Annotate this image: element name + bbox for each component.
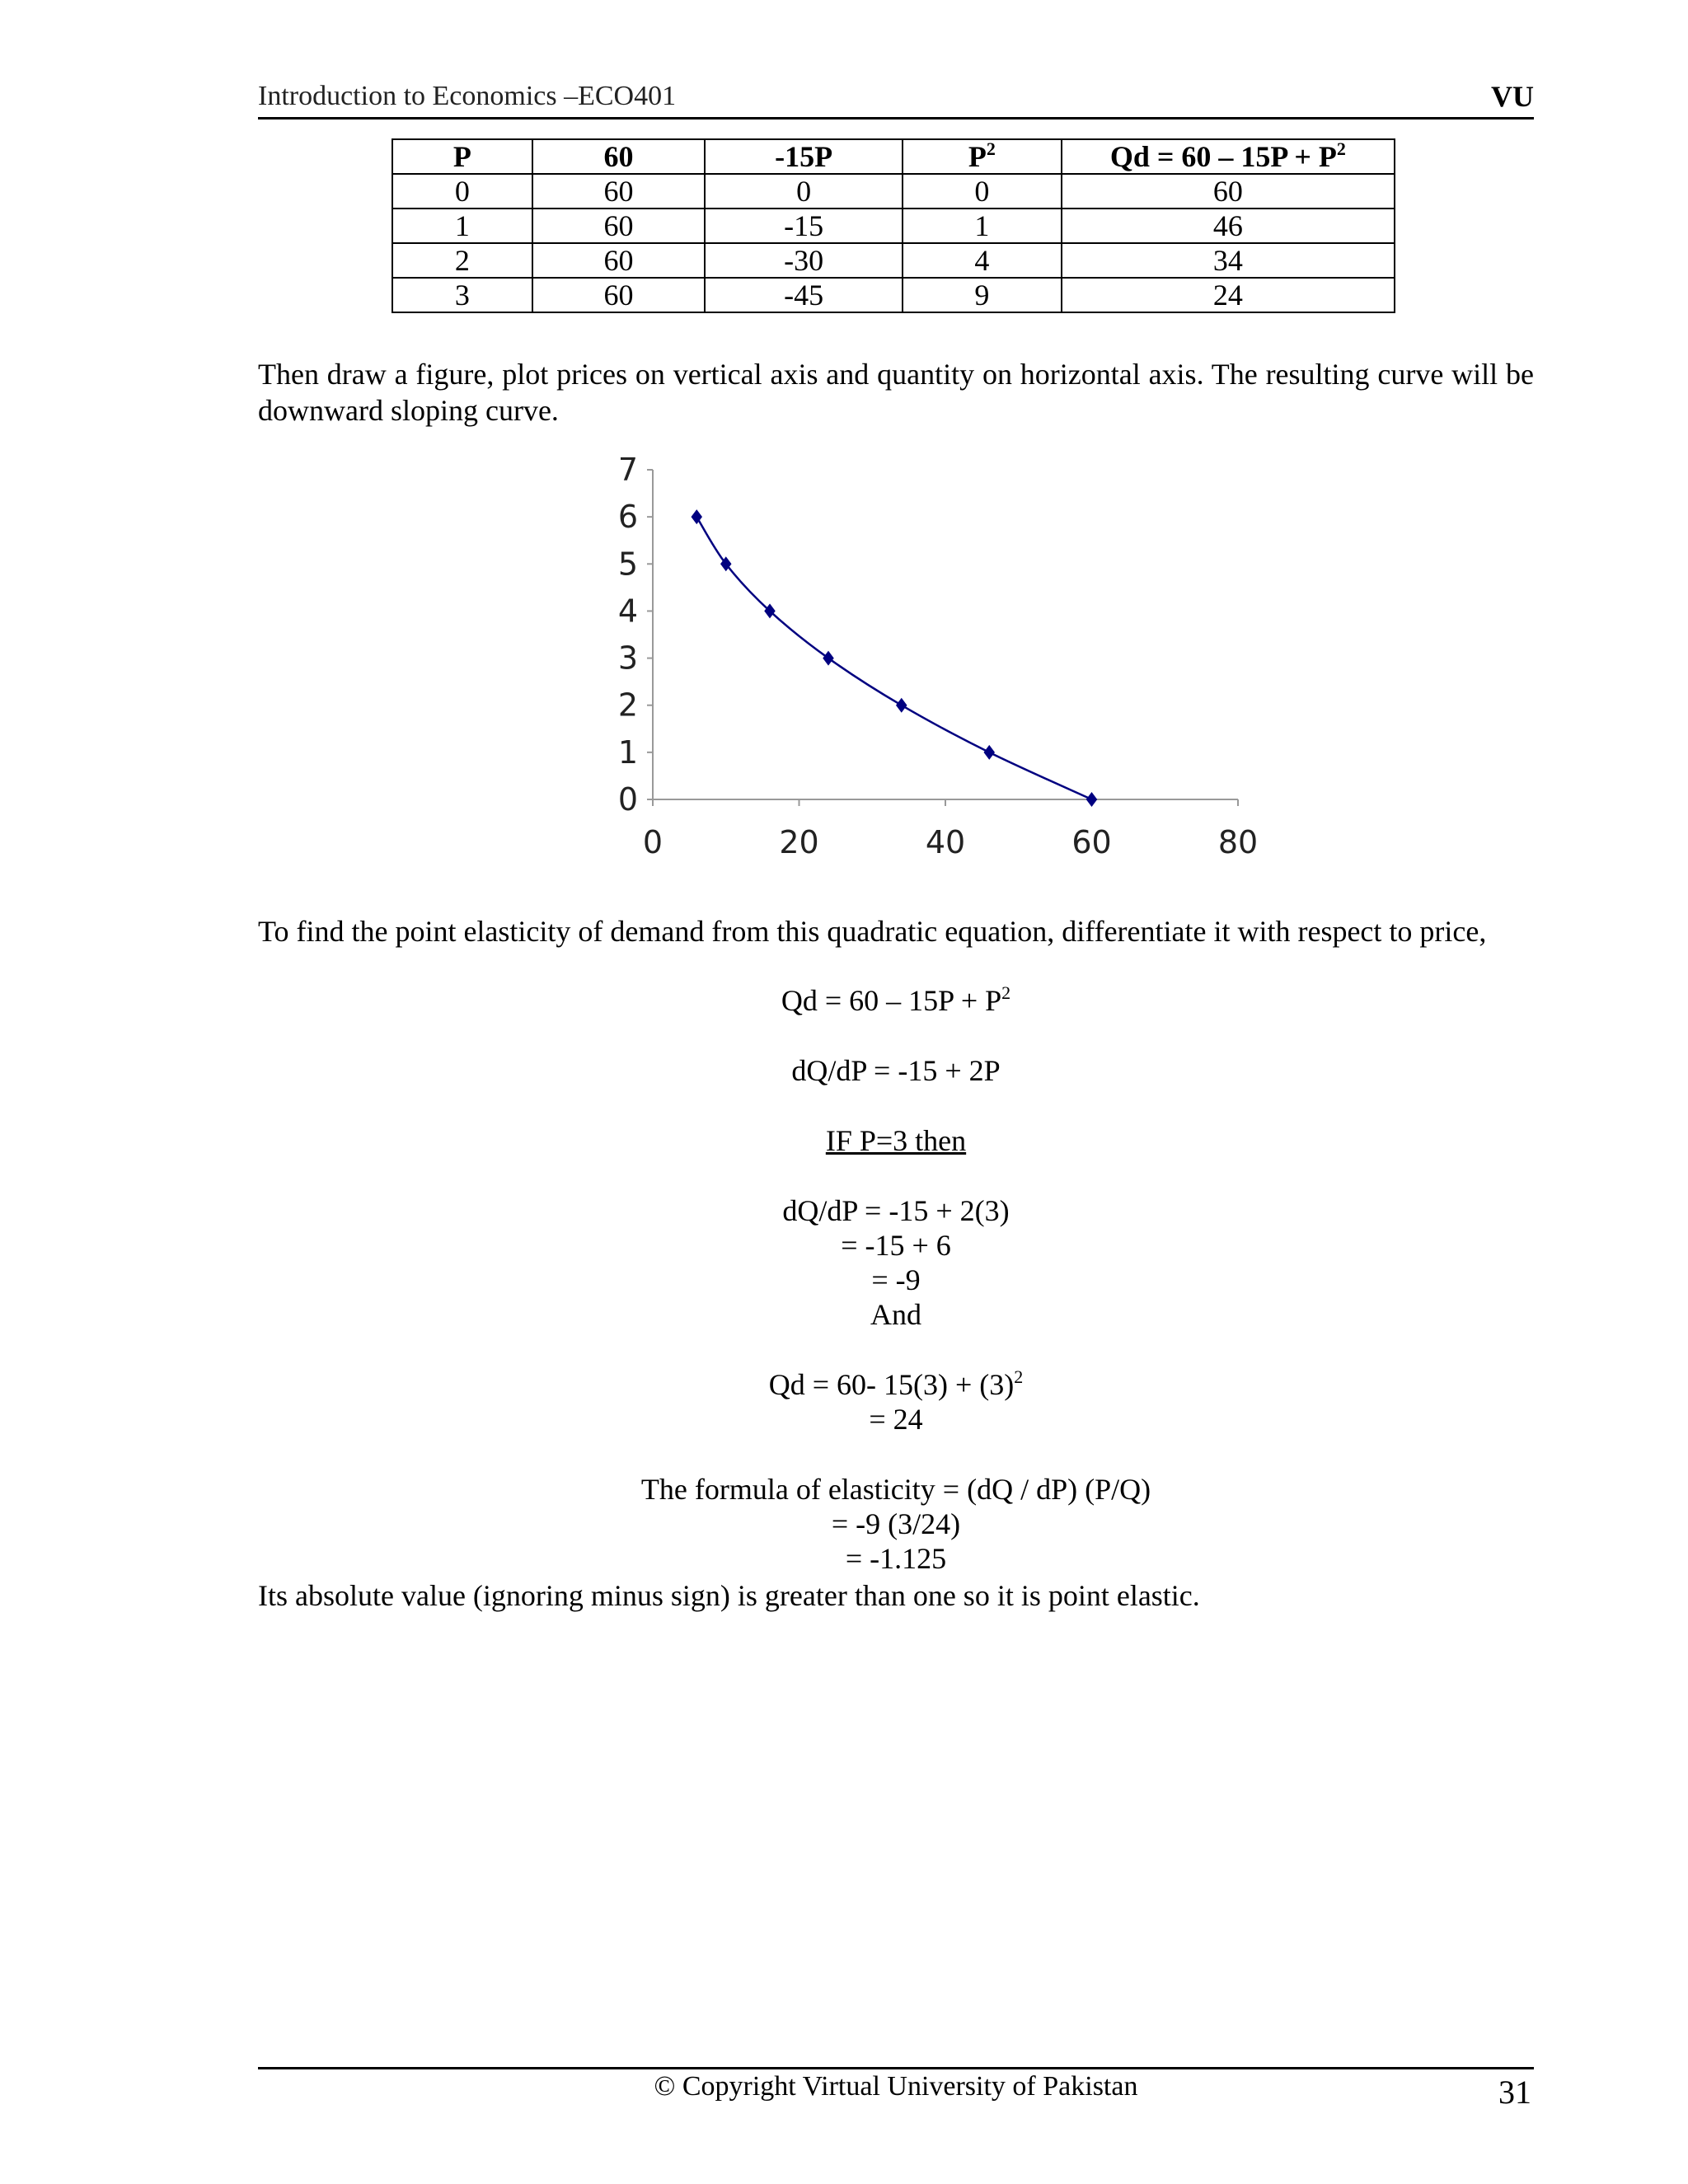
table-row (392, 209, 1395, 243)
table-cell: 1 (903, 209, 1062, 243)
table-cell: 60 (532, 209, 706, 243)
x-tick-label: 80 (1217, 824, 1259, 860)
table-cell: 60 (532, 174, 706, 209)
x-tick-label: 60 (1071, 824, 1112, 860)
elasticity-step-2: = -1.125 (845, 1542, 947, 1575)
x-tick-label: 20 (779, 824, 819, 860)
x-tick-label: 40 (925, 824, 966, 860)
derivative-step-2: = -15 + 6 (841, 1229, 951, 1262)
y-tick-label: 3 (617, 640, 638, 677)
header-cell: -15P (705, 139, 903, 174)
table-cell: 60 (532, 278, 706, 312)
derivative-step-1: dQ/dP = -15 + 2(3) (782, 1194, 1010, 1227)
copyright-notice: © Copyright Virtual University of Pakistan (654, 2071, 1138, 2102)
and-text: And (870, 1298, 921, 1331)
data-point-marker (984, 745, 996, 760)
data-point-marker (896, 698, 907, 713)
y-tick-label: 7 (617, 452, 638, 488)
y-tick-label: 4 (617, 593, 638, 630)
course-title: Introduction to Economics –ECO401 (258, 81, 677, 111)
y-axis-tick-labels (618, 452, 638, 818)
price-condition: IF P=3 then (825, 1124, 967, 1157)
y-tick-label: 0 (617, 781, 638, 818)
demand-curve-chart (593, 445, 1259, 882)
derivative-step-3: = -9 (871, 1263, 921, 1296)
chart-axes (647, 470, 1238, 806)
x-tick-label: 0 (642, 824, 663, 860)
derivative-equation: dQ/dP = -15 + 2P (791, 1054, 1001, 1087)
footer-divider (258, 2067, 1534, 2069)
quantity-step-2: = 24 (869, 1403, 923, 1436)
table-row (392, 278, 1395, 312)
y-tick-label: 6 (617, 499, 638, 536)
table-cell: 0 (903, 174, 1062, 209)
intro-paragraph: Then draw a figure, plot prices on vertical axis and quantity on horizontal axis. The resulting curve will be downward sloping curve. (258, 358, 1534, 427)
university-abbreviation: VU (1491, 80, 1534, 113)
header-cell: $Qd = 60 - 15P + P^2$ (1062, 139, 1395, 174)
y-tick-label: 5 (617, 546, 638, 583)
table-cell: 0 (705, 174, 903, 209)
table-cell: 46 (1062, 209, 1395, 243)
table-cell: 60 (532, 243, 706, 278)
conclusion-paragraph: Its absolute value (ignoring minus sign) is greater than one so it is point elastic. (258, 1579, 1200, 1612)
data-point-marker (1086, 792, 1098, 807)
table-cell: -45 (705, 278, 903, 312)
table-cell: 0 (392, 174, 532, 209)
demand-curve-line (696, 517, 1091, 799)
y-tick-label: 2 (617, 687, 638, 724)
data-point-marker (823, 651, 834, 666)
data-point-marker (764, 603, 776, 618)
elasticity-formula: The formula of elasticity = (dQ / dP) (P/Q) (640, 1473, 1151, 1506)
table-cell: 4 (903, 243, 1062, 278)
table-cell: -15 (705, 209, 903, 243)
table-cell: -30 (705, 243, 903, 278)
table-cell: 9 (903, 278, 1062, 312)
header-cell: 60 (532, 139, 706, 174)
table-row (392, 174, 1395, 209)
header-cell: $P^2$ (903, 139, 1062, 174)
table-header-row (392, 139, 1395, 174)
table-cell: 3 (392, 278, 532, 312)
quantity-step-1: Qd = 60- $15(3) + (3)^2$ (768, 1366, 1024, 1401)
table-cell: 34 (1062, 243, 1395, 278)
data-points (692, 509, 1098, 807)
table-row (392, 243, 1395, 278)
x-axis-tick-labels (643, 824, 1258, 860)
elasticity-step-1: = -9 (3/24) (831, 1507, 961, 1540)
quantity-equation: $Qd = 60 - 15P + P^2$ (781, 982, 1011, 1017)
elasticity-paragraph: To find the point elasticity of demand from this quadratic equation, differentiate it with respect to price, (258, 915, 1487, 948)
demand-schedule-table (392, 138, 1395, 313)
y-tick-label: 1 (617, 733, 638, 771)
table-cell: 2 (392, 243, 532, 278)
table-cell: 1 (392, 209, 532, 243)
page-number: 31 (1498, 2074, 1531, 2111)
header-cell: P (392, 139, 532, 174)
table-cell: 60 (1062, 174, 1395, 209)
table-cell: 24 (1062, 278, 1395, 312)
page-header (258, 76, 1534, 120)
